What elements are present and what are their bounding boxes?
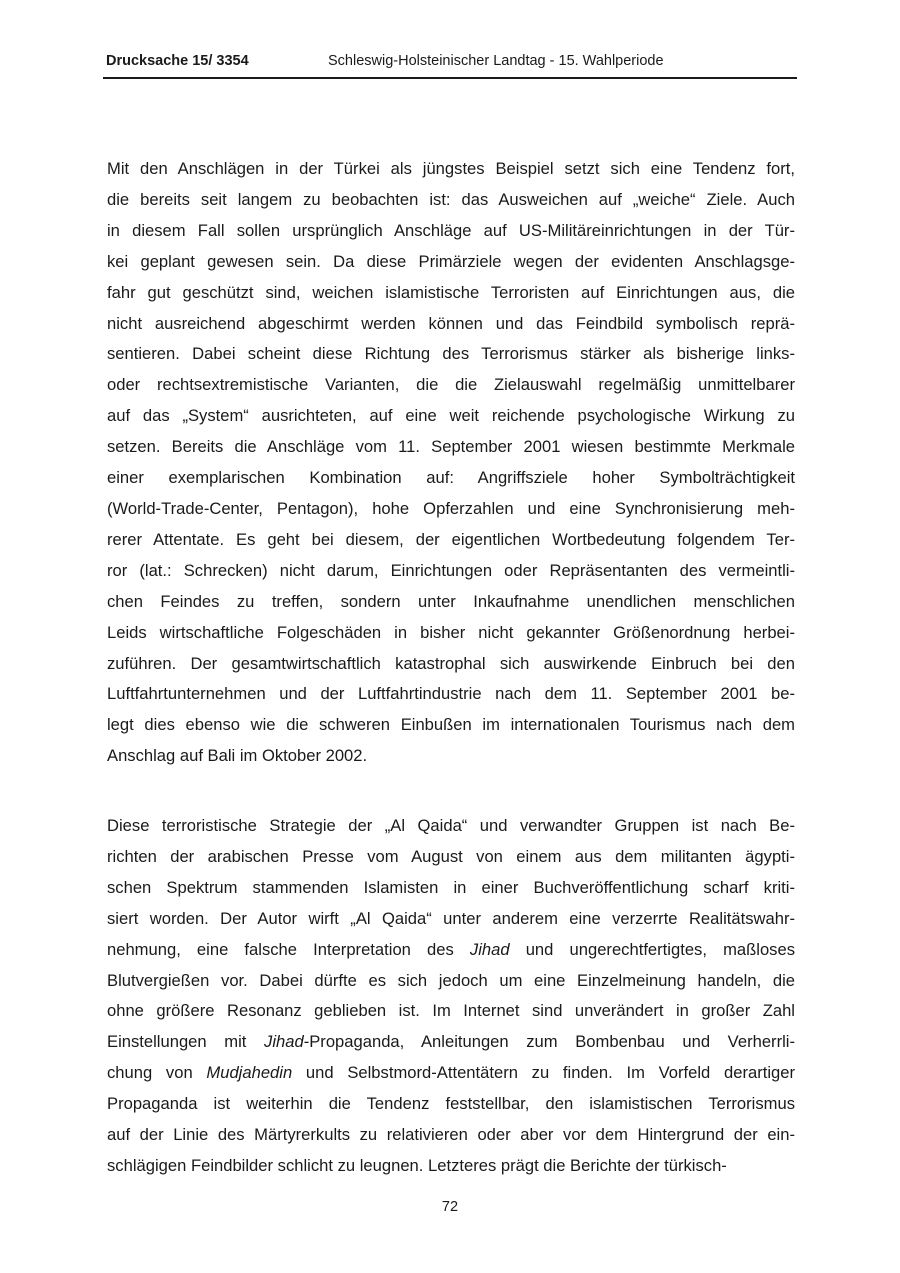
- text-line: richten der arabischen Presse vom August von einem aus dem militanten ägypti-: [107, 846, 795, 866]
- text-line: chung von Mudjahedin und Selbstmord-Attentätern zu finden. Im Vorfeld derartiger: [107, 1063, 796, 1083]
- text-line: rerer Attentate. Es geht bei diesem, der eigentlichen Wortbedeutung folgendem Ter-: [107, 529, 795, 549]
- text-line: setzen. Bereits die Anschläge vom 11. September 2001 wiesen bestimmte Merkmale: [107, 437, 795, 457]
- text-line: ohne größere Resonanz geblieben ist. Im Internet sind unverändert in großer Zahl: [107, 1001, 795, 1021]
- text-line: Diese terroristische Strategie der „Al Qaida“ und verwandter Gruppen ist nach Be-: [107, 816, 795, 835]
- text-line: auf der Linie des Märtyrerkults zu relativieren oder aber vor dem Hintergrund der ein-: [107, 1125, 795, 1145]
- text-line: Anschlag auf Bali im Oktober 2002.: [107, 746, 368, 766]
- text-line: Blutvergießen vor. Dabei dürfte es sich jedoch um eine Einzelmeinung handeln, die: [107, 970, 795, 990]
- text-line: einer exemplarischen Kombination auf: Angriffsziele hoher Symbolträchtigkeit: [107, 468, 795, 488]
- header-title: Schleswig-Holsteinischer Landtag - 15. Wahlperiode: [328, 53, 664, 69]
- text-line: nehmung, eine falsche Interpretation des Jihad und ungerechtfertigtes, maßloses: [107, 939, 795, 959]
- text-line: nicht ausreichend abgeschirmt werden können und das Feindbild symbolisch reprä-: [107, 313, 795, 333]
- text-line: schen Spektrum stammenden Islamisten in einer Buchveröffentlichung scharf kriti-: [107, 877, 795, 897]
- text-line: chen Feindes zu treffen, sondern unter Inkaufnahme unendlichen menschlichen: [107, 591, 795, 611]
- text-line: (World-Trade-Center, Pentagon), hohe Opferzahlen und eine Synchronisierung meh-: [107, 498, 795, 518]
- text-line: kei geplant gewesen sein. Da diese Primärziele wegen der evidenten Anschlagsge-: [107, 251, 795, 271]
- page-number: 72: [441, 1199, 459, 1215]
- text-line: Einstellungen mit Jihad-Propaganda, Anleitungen zum Bombenbau und Verherrli-: [107, 1032, 796, 1052]
- text-line: sentieren. Dabei scheint diese Richtung des Terrorismus stärker als bisherige links-: [107, 344, 795, 364]
- text-line: oder rechtsextremistische Varianten, die die Zielauswahl regelmäßig unmittelbarer: [107, 375, 795, 395]
- text-line: auf das „System“ ausrichteten, auf eine weit reichende psychologische Wirkung zu: [107, 406, 795, 426]
- text-line: Luftfahrtunternehmen und der Luftfahrtindustrie nach dem 11. September 2001 be-: [107, 684, 795, 704]
- text-line: fahr gut geschützt sind, weichen islamistische Terroristen auf Einrichtungen aus, die: [107, 282, 795, 302]
- text-line: die bereits seit langem zu beobachten ist: das Ausweichen auf „weiche“ Ziele. Auch: [107, 189, 795, 209]
- italic-term: Jihad: [469, 939, 510, 959]
- text-line: ror (lat.: Schrecken) nicht darum, Einrichtungen oder Repräsentanten des vermeintli-: [107, 560, 795, 580]
- text-line: Propaganda ist weiterhin die Tendenz feststellbar, den islamistischen Terrorismus: [107, 1094, 795, 1114]
- italic-term: Mudjahedin: [206, 1063, 293, 1083]
- paragraph-1: [107, 154, 795, 772]
- text-line: siert worden. Der Autor wirft „Al Qaida“ unter anderem eine verzerrte Realitätswahr-: [107, 908, 795, 928]
- text-line: legt dies ebenso wie die schweren Einbußen im internationalen Tourismus nach dem: [107, 715, 795, 735]
- text-line: Leids wirtschaftliche Folgeschäden in bisher nicht gekannter Größenordnung herbei-: [107, 622, 795, 642]
- page-header: [103, 52, 797, 79]
- text-line: Mit den Anschlägen in der Türkei als jüngstes Beispiel setzt sich eine Tendenz fort,: [107, 159, 795, 178]
- italic-term: Jihad: [264, 1032, 304, 1052]
- document-number: Drucksache 15/ 3354: [106, 53, 249, 69]
- paragraph-2: [107, 811, 795, 1182]
- text-line: in diesem Fall sollen ursprünglich Anschläge auf US-Militäreinrichtungen in der Tür-: [107, 220, 795, 240]
- text-line: schlägigen Feindbilder schlicht zu leugnen. Letzteres prägt die Berichte der türkisch-: [107, 1155, 727, 1175]
- text-line: zuführen. Der gesamtwirtschaftlich katastrophal sich auswirkende Einbruch bei den: [107, 653, 795, 673]
